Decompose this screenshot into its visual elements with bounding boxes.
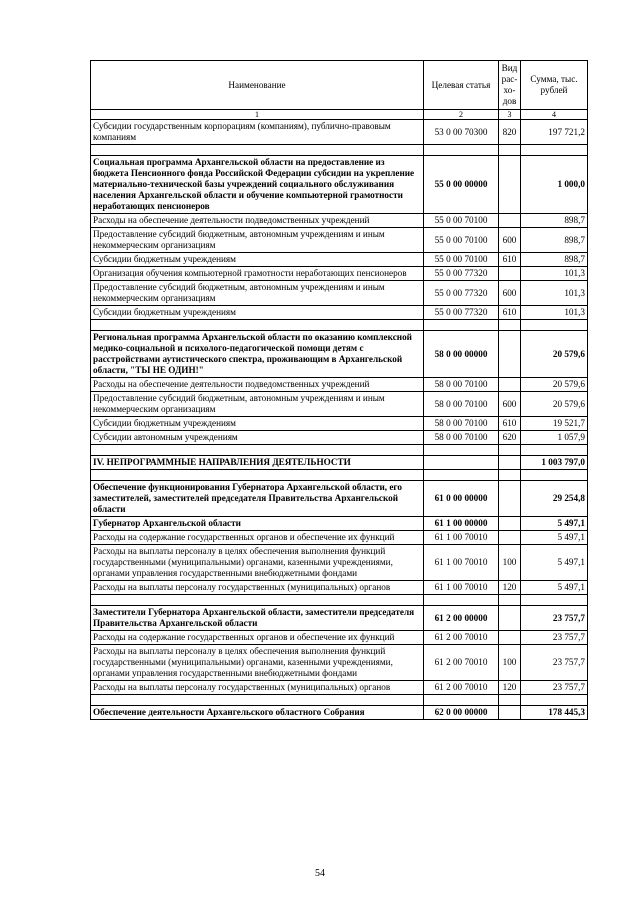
table-row	[91, 120, 588, 145]
expense-type-cell: 820	[499, 120, 521, 145]
empty-cell	[499, 320, 521, 331]
empty-cell	[91, 320, 424, 331]
table-row	[91, 645, 588, 681]
column-number: 4	[521, 110, 588, 120]
sum-cell: 23 757,7	[521, 606, 588, 631]
target-article-cell: 58 0 00 70100	[424, 378, 499, 392]
spacer-row	[91, 145, 588, 156]
expense-type-cell	[499, 606, 521, 631]
empty-cell	[91, 470, 424, 481]
expense-type-cell	[499, 378, 521, 392]
name-cell: Обеспечение деятельности Архангельского областного Собрания	[91, 706, 424, 720]
target-article-cell: 55 0 00 70100	[424, 214, 499, 228]
name-cell: Предоставление субсидий бюджетным, автономным учреждениям и иным некоммерческим организациям	[91, 281, 424, 306]
sum-cell: 20 579,6	[521, 392, 588, 417]
empty-cell	[91, 145, 424, 156]
spacer-row	[91, 445, 588, 456]
sum-cell: 20 579,6	[521, 331, 588, 378]
spacer-row	[91, 320, 588, 331]
name-cell: Предоставление субсидий бюджетным, автономным учреждениям и иным некоммерческим организациям	[91, 228, 424, 253]
empty-cell	[424, 470, 499, 481]
empty-cell	[424, 695, 499, 706]
table-row	[91, 606, 588, 631]
target-article-cell: 55 0 00 77320	[424, 267, 499, 281]
name-cell: Субсидии бюджетным учреждениям	[91, 417, 424, 431]
sum-cell: 1 057,9	[521, 431, 588, 445]
name-cell: Субсидии государственным корпорациям (компаниям), публично-правовым компаниям	[91, 120, 424, 145]
sum-cell: 101,3	[521, 306, 588, 320]
empty-cell	[499, 445, 521, 456]
empty-cell	[424, 320, 499, 331]
sum-cell: 178 445,3	[521, 706, 588, 720]
expense-type-cell: 610	[499, 306, 521, 320]
name-cell: Социальная программа Архангельской области на предоставление из бюджета Пенсионного фонда Российской Федерации субсидии на укрепление материально-технической базы учреждений социального обслуживания населения Архангельской области и обучение компьютерной грамотности неработающих пенсионеров	[91, 156, 424, 214]
name-cell: Расходы на выплаты персоналу в целях обеспечения выполнения функций государственными (муниципальными) органами, казенными учреждениями, органами управления государственными внебюджетными фондами	[91, 645, 424, 681]
target-article-cell: 53 0 00 70300	[424, 120, 499, 145]
sum-cell: 101,3	[521, 281, 588, 306]
expense-type-cell	[499, 156, 521, 214]
spacer-row	[91, 470, 588, 481]
sum-cell: 5 497,1	[521, 517, 588, 531]
table-row	[91, 306, 588, 320]
name-cell: Расходы на содержание государственных органов и обеспечение их функций	[91, 531, 424, 545]
expense-type-cell: 100	[499, 645, 521, 681]
table-row	[91, 545, 588, 581]
table-row	[91, 378, 588, 392]
target-article-cell: 61 2 00 00000	[424, 606, 499, 631]
empty-cell	[424, 145, 499, 156]
empty-cell	[521, 595, 588, 606]
expense-type-cell: 610	[499, 253, 521, 267]
table-row	[91, 531, 588, 545]
spacer-row	[91, 695, 588, 706]
name-cell: Обеспечение функционирования Губернатора Архангельской области, его заместителей, заместителей председателя Правительства Архангельской области	[91, 481, 424, 517]
column-number: 2	[424, 110, 499, 120]
header-expense-type: Вид рас-хо-дов	[499, 61, 521, 110]
expense-type-cell: 120	[499, 681, 521, 695]
expense-type-cell: 120	[499, 581, 521, 595]
table-row	[91, 156, 588, 214]
sum-cell: 23 757,7	[521, 631, 588, 645]
column-number: 1	[91, 110, 424, 120]
expense-type-cell	[499, 214, 521, 228]
name-cell: Расходы на выплаты персоналу государственных (муниципальных) органов	[91, 681, 424, 695]
expense-type-cell: 100	[499, 545, 521, 581]
name-cell: Заместители Губернатора Архангельской области, заместители председателя Правительства Архангельской области	[91, 606, 424, 631]
header-sum: Сумма, тыс. рублей	[521, 61, 588, 110]
table-row	[91, 681, 588, 695]
empty-cell	[91, 445, 424, 456]
empty-cell	[499, 470, 521, 481]
empty-cell	[424, 595, 499, 606]
empty-cell	[91, 595, 424, 606]
expense-type-cell	[499, 331, 521, 378]
table-row	[91, 517, 588, 531]
target-article-cell: 55 0 00 70100	[424, 253, 499, 267]
expense-type-cell	[499, 481, 521, 517]
column-number: 3	[499, 110, 521, 120]
target-article-cell: 58 0 00 70100	[424, 417, 499, 431]
table-row	[91, 417, 588, 431]
name-cell: Расходы на выплаты персоналу государственных (муниципальных) органов	[91, 581, 424, 595]
sum-cell: 1 003 797,0	[521, 456, 588, 470]
name-cell: Расходы на обеспечение деятельности подведомственных учреждений	[91, 378, 424, 392]
column-number-row	[91, 110, 588, 120]
sum-cell: 898,7	[521, 253, 588, 267]
sum-cell: 20 579,6	[521, 378, 588, 392]
target-article-cell: 61 2 00 70010	[424, 631, 499, 645]
name-cell: Расходы на выплаты персоналу в целях обеспечения выполнения функций государственными (муниципальными) органами, казенными учреждениями, органами управления государственными внебюджетными фондами	[91, 545, 424, 581]
table-row	[91, 631, 588, 645]
budget-table	[90, 60, 588, 720]
sum-cell: 197 721,2	[521, 120, 588, 145]
table-row	[91, 581, 588, 595]
sum-cell: 5 497,1	[521, 545, 588, 581]
target-article-cell	[424, 456, 499, 470]
expense-type-cell	[499, 267, 521, 281]
sum-cell: 101,3	[521, 267, 588, 281]
sum-cell: 1 000,0	[521, 156, 588, 214]
sum-cell: 23 757,7	[521, 681, 588, 695]
sum-cell: 898,7	[521, 214, 588, 228]
table-row	[91, 481, 588, 517]
table-body	[91, 120, 588, 720]
expense-type-cell	[499, 706, 521, 720]
header-target-article: Целевая статья	[424, 61, 499, 110]
expense-type-cell: 610	[499, 417, 521, 431]
expense-type-cell: 600	[499, 392, 521, 417]
expense-type-cell: 620	[499, 431, 521, 445]
target-article-cell: 55 0 00 77320	[424, 306, 499, 320]
expense-type-cell	[499, 517, 521, 531]
target-article-cell: 61 0 00 00000	[424, 481, 499, 517]
header-name: Наименование	[91, 61, 424, 110]
table-row	[91, 431, 588, 445]
name-cell: IV. НЕПРОГРАММНЫЕ НАПРАВЛЕНИЯ ДЕЯТЕЛЬНОСТИ	[91, 456, 424, 470]
name-cell: Расходы на обеспечение деятельности подведомственных учреждений	[91, 214, 424, 228]
target-article-cell: 61 1 00 70010	[424, 531, 499, 545]
name-cell: Предоставление субсидий бюджетным, автономным учреждениям и иным некоммерческим организациям	[91, 392, 424, 417]
table-row	[91, 228, 588, 253]
target-article-cell: 61 2 00 70010	[424, 681, 499, 695]
table-row	[91, 281, 588, 306]
empty-cell	[91, 695, 424, 706]
empty-cell	[499, 595, 521, 606]
expense-type-cell	[499, 631, 521, 645]
empty-cell	[521, 320, 588, 331]
target-article-cell: 61 1 00 00000	[424, 517, 499, 531]
empty-cell	[521, 470, 588, 481]
sum-cell: 5 497,1	[521, 531, 588, 545]
target-article-cell: 55 0 00 70100	[424, 228, 499, 253]
target-article-cell: 58 0 00 70100	[424, 431, 499, 445]
expense-type-cell	[499, 456, 521, 470]
table-row	[91, 456, 588, 470]
target-article-cell: 61 1 00 70010	[424, 581, 499, 595]
name-cell: Региональная программа Архангельской области по оказанию комплексной медико-социальной и психолого-педагогической помощи детям с расстройствами аутистического спектра, проживающим в Архангельской области, "ТЫ НЕ ОДИН!"	[91, 331, 424, 378]
target-article-cell: 58 0 00 00000	[424, 331, 499, 378]
empty-cell	[521, 145, 588, 156]
empty-cell	[499, 695, 521, 706]
header-row	[91, 61, 588, 110]
target-article-cell: 61 2 00 70010	[424, 645, 499, 681]
name-cell: Расходы на содержание государственных органов и обеспечение их функций	[91, 631, 424, 645]
target-article-cell: 55 0 00 00000	[424, 156, 499, 214]
expense-type-cell: 600	[499, 281, 521, 306]
empty-cell	[521, 695, 588, 706]
name-cell: Субсидии автономным учреждениям	[91, 431, 424, 445]
table-row	[91, 214, 588, 228]
page-number: 54	[315, 868, 325, 879]
name-cell: Субсидии бюджетным учреждениям	[91, 306, 424, 320]
sum-cell: 898,7	[521, 228, 588, 253]
expense-type-cell: 600	[499, 228, 521, 253]
name-cell: Организация обучения компьютерной грамотности неработающих пенсионеров	[91, 267, 424, 281]
empty-cell	[499, 145, 521, 156]
sum-cell: 23 757,7	[521, 645, 588, 681]
name-cell: Субсидии бюджетным учреждениям	[91, 253, 424, 267]
table-row	[91, 706, 588, 720]
sum-cell: 19 521,7	[521, 417, 588, 431]
table-row	[91, 267, 588, 281]
sum-cell: 29 254,8	[521, 481, 588, 517]
table-row	[91, 331, 588, 378]
sum-cell: 5 497,1	[521, 581, 588, 595]
table-row	[91, 392, 588, 417]
empty-cell	[521, 445, 588, 456]
table-row	[91, 253, 588, 267]
target-article-cell: 62 0 00 00000	[424, 706, 499, 720]
target-article-cell: 55 0 00 77320	[424, 281, 499, 306]
target-article-cell: 58 0 00 70100	[424, 392, 499, 417]
expense-type-cell	[499, 531, 521, 545]
target-article-cell: 61 1 00 70010	[424, 545, 499, 581]
name-cell: Губернатор Архангельской области	[91, 517, 424, 531]
spacer-row	[91, 595, 588, 606]
empty-cell	[424, 445, 499, 456]
